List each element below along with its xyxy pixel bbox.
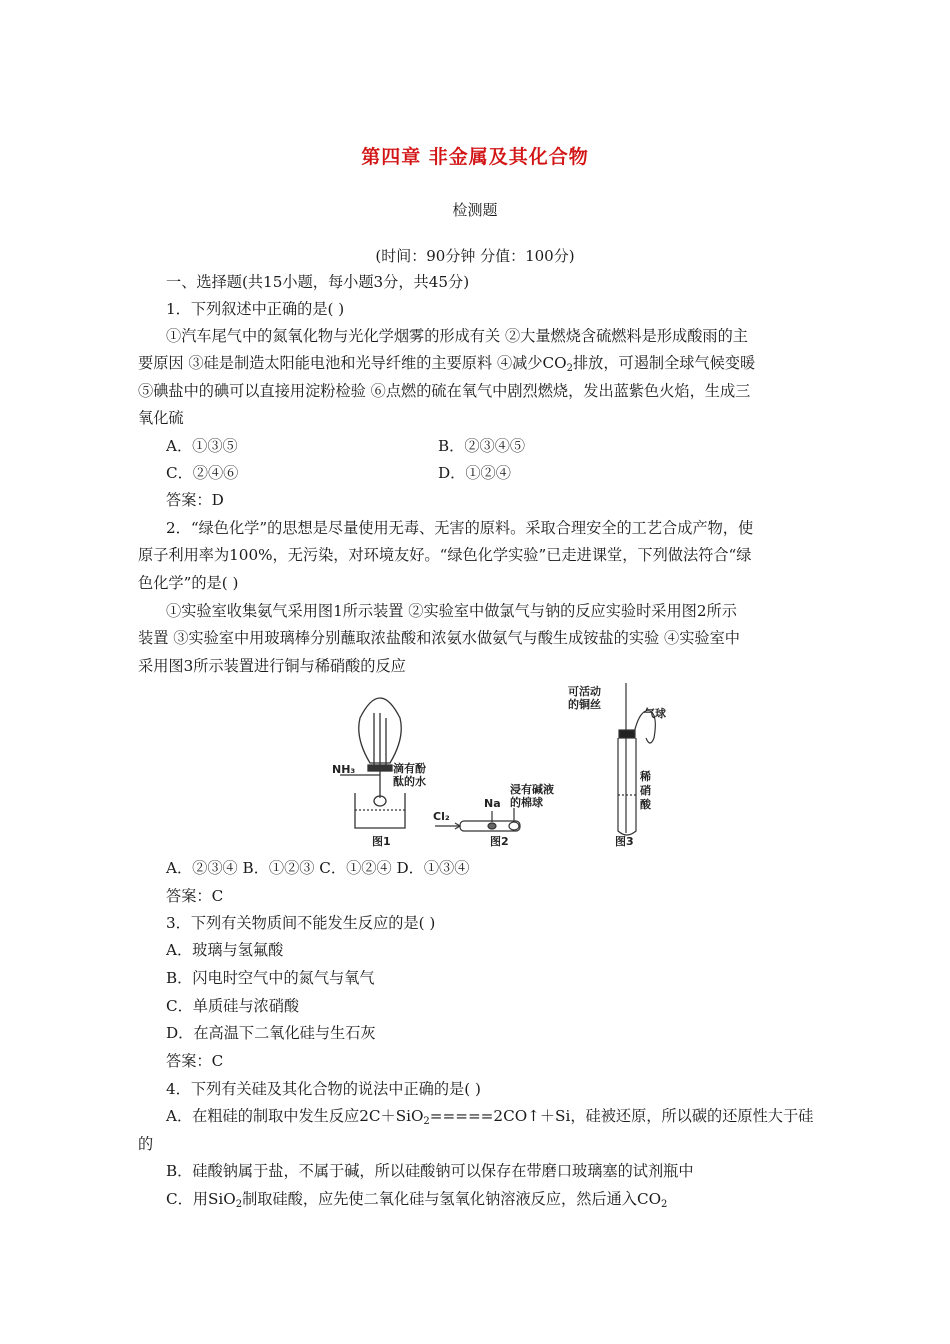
q3-option-c: C．单质硅与浓硝酸: [166, 997, 300, 1015]
q3-option-a: A．玻璃与氢氟酸: [166, 941, 284, 959]
q2-text-line: 色化学”的是( ): [138, 574, 239, 592]
acid-label-2: 硝: [640, 784, 651, 797]
q1-option-a: A．①③⑤: [166, 437, 238, 455]
q1-option-c: C．②④⑥: [166, 464, 239, 482]
q1-option-d: D．①②④: [438, 464, 511, 482]
q3-stem: 3．下列有关物质间不能发生反应的是( ): [166, 914, 436, 932]
water-label-line2: 酞的水: [393, 775, 426, 788]
q3-answer: 答案：C: [166, 1052, 224, 1070]
q1-text-line: ⑤碘盐中的碘可以直接用淀粉检验 ⑥点燃的硫在氧气中剧烈燃烧，发出蓝紫色火焰，生成三: [138, 382, 751, 400]
q1-text-line: 要原因 ③硅是制造太阳能电池和光导纤维的主要原料 ④减少$CO_2$排放，可遏制全球气候变暖: [138, 354, 756, 374]
q3-option-d: D．在高温下二氧化硅与生石灰: [166, 1024, 376, 1042]
figure-3-apparatus: [618, 683, 655, 835]
acid-label-1: 稀: [640, 770, 651, 783]
q2-text-line: 装置 ③实验室中用玻璃棒分别蘸取浓盐酸和浓氨水做氨气与酸生成铵盐的实验 ④实验室中: [138, 629, 740, 647]
q2-text-line: ①实验室收集氨气采用图1所示装置 ②实验室中做氯气与钠的反应实验时采用图2所示: [166, 602, 737, 620]
subtitle: 检测题: [452, 201, 498, 219]
figure-2-caption: 图2: [490, 835, 509, 848]
q2-answer: 答案：C: [166, 887, 224, 905]
figure-1-caption: 图1: [372, 835, 391, 848]
acid-label-3: 酸: [640, 798, 651, 811]
time-score-info: (时间：90分钟 分值：100分): [375, 247, 575, 265]
na-label: Na: [484, 797, 501, 810]
water-label-line1: 滴有酚: [393, 762, 426, 775]
q4-stem: 4．下列有关硅及其化合物的说法中正确的是( ): [166, 1080, 481, 1098]
q4-option-c: C．用SiO$_2$制取硅酸，应先使二氧化硅与氢氧化钠溶液反应，然后通入$CO_2$: [166, 1190, 668, 1210]
copper-wire-label-line2: 的铜丝: [568, 698, 601, 711]
q1-text-line: ①汽车尾气中的氮氧化物与光化学烟雾的形成有关 ②大量燃烧含硫燃料是形成酸雨的主: [166, 327, 748, 345]
figure-3-caption: 图3: [615, 835, 634, 848]
apparatus-figures: [300, 683, 680, 853]
cotton-label-line2: 的棉球: [510, 796, 543, 809]
q4-option-a: A．在粗硅的制取中发生反应2C＋SiO$_2$=====2CO↑＋Si，硅被还原，所以碳的还原性大于硅: [166, 1107, 814, 1127]
cotton-label-line1: 浸有碱液: [510, 783, 554, 796]
q3-option-b: B．闪电时空气中的氮气与氧气: [166, 969, 375, 987]
q4-option-a-cont: 的: [138, 1135, 154, 1153]
q1-option-b: B．②③④⑤: [438, 437, 526, 455]
q2-options: A．②③④ B．①②③ C．①②④ D．①③④: [166, 859, 470, 877]
q1-stem: 1．下列叙述中正确的是( ): [166, 300, 345, 318]
q2-text-line: 原子利用率为100%，无污染，对环境友好。“绿色化学实验”已走进课堂，下列做法符合“绿: [138, 546, 752, 564]
q2-text-line: 采用图3所示装置进行铜与稀硝酸的反应: [138, 657, 406, 675]
q1-answer: 答案：D: [166, 491, 224, 509]
q1-text-line: 氧化硫: [138, 409, 184, 427]
copper-wire-label-line1: 可活动: [568, 685, 601, 698]
nh3-label: NH₃: [332, 763, 356, 776]
chapter-title: 第四章 非金属及其化合物: [361, 146, 589, 168]
section-heading: 一、选择题(共15小题，每小题3分，共45分): [166, 273, 470, 291]
balloon-label: 气球: [644, 707, 666, 720]
q4-option-b: B．硅酸钠属于盐，不属于碱，所以硅酸钠可以保存在带磨口玻璃塞的试剂瓶中: [166, 1162, 694, 1180]
q2-text-line: 2．“绿色化学”的思想是尽量使用无毒、无害的原料。采取合理安全的工艺合成产物，使: [166, 519, 754, 537]
cl2-label: Cl₂: [433, 810, 450, 823]
